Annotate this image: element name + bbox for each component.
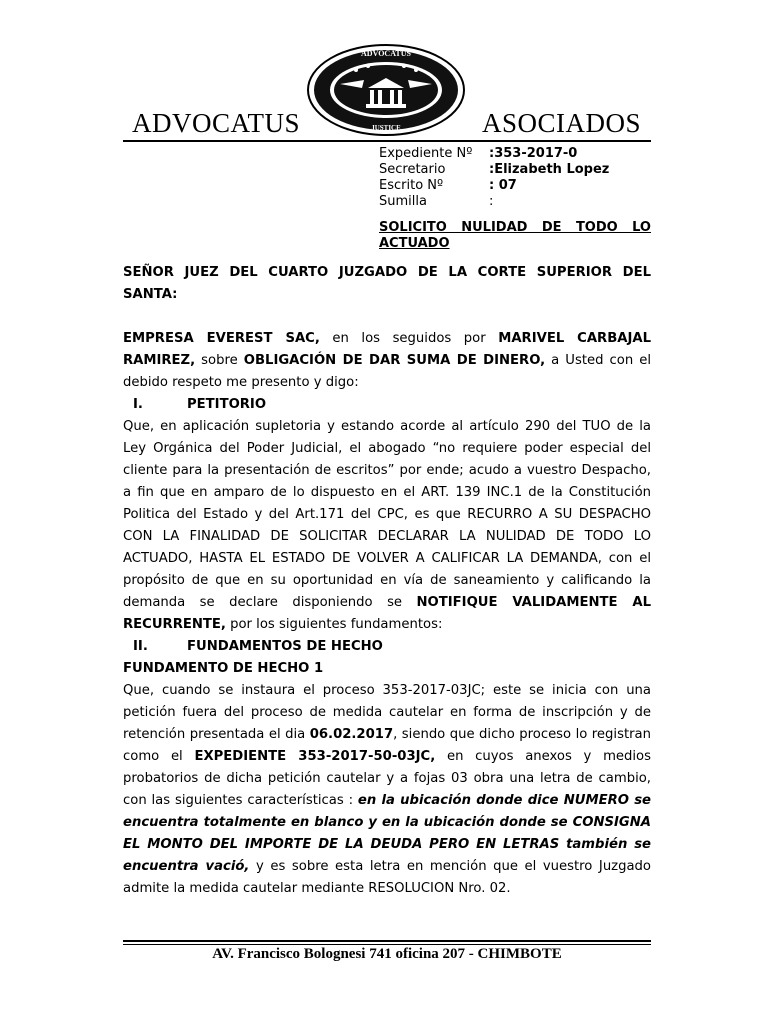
expediente-label: Expediente Nº xyxy=(379,146,473,161)
section-heading-fundamentos xyxy=(123,636,651,658)
fundamento-emphasis: en la ubicación donde dice NUMERO se encuentra totalmente en blanco y en la ubicación donde se CONSIGNA EL MONTO DEL IMPORTE DE LA DEUDA PERO EN LETRAS también se encuentra vació, xyxy=(123,793,651,874)
case-metadata xyxy=(379,146,609,210)
section-number: II. xyxy=(133,639,148,654)
petitorio-bold: NOTIFIQUE VALIDAMENTE AL RECURRENTE, xyxy=(123,595,651,632)
section-title: PETITORIO xyxy=(187,397,267,412)
intro-text-2: sobre xyxy=(195,353,244,368)
firm-logo xyxy=(306,44,466,136)
expediente-value: :353-2017-0 xyxy=(489,146,578,161)
fundamento-text-2: , siendo que dicho proceso lo registran como el xyxy=(123,727,651,764)
section-title: FUNDAMENTOS DE HECHO xyxy=(187,639,383,654)
secretario-value: :Elizabeth Lopez xyxy=(489,162,610,177)
fundamento-text-4: y es sobre esta letra en mención que el vuestro Juzgado admite la medida cautelar mediante RESOLUCION Nro. 02. xyxy=(123,859,651,896)
section-number: I. xyxy=(133,397,143,412)
sumilla-text: SOLICITO NULIDAD DE TODO LO ACTUADO xyxy=(379,220,651,251)
document-body xyxy=(123,262,651,900)
logo-top-text: ADVOCATUS xyxy=(361,49,411,58)
company-name: EMPRESA EVEREST SAC, xyxy=(123,331,320,346)
sumilla-value: : xyxy=(489,194,494,209)
plaintiff-name: MARIVEL CARBAJAL RAMIREZ, xyxy=(123,331,651,368)
fundamento-text-3: en cuyos anexos y medios probatorios de dicha petición cautelar y a fojas 03 obra una letra de cambio, con las siguientes características : xyxy=(123,749,651,808)
intro-paragraph xyxy=(123,328,651,394)
footer-address: AV. Francisco Bolognesi 741 oficina 207 - CHIMBOTE xyxy=(212,946,562,962)
fundamento-expediente: EXPEDIENTE 353-2017-50-03JC, xyxy=(194,749,436,764)
intro-text-1: en los seguidos por xyxy=(319,331,499,346)
header-rule xyxy=(123,140,651,142)
judge-address: SEÑOR JUEZ DEL CUARTO JUZGADO DE LA CORTE SUPERIOR DEL SANTA: xyxy=(123,265,651,302)
footer-rule-bottom xyxy=(123,944,651,945)
logo-bottom-text: JUSTICE xyxy=(371,124,401,132)
fundamento-date: 06.02.2017 xyxy=(309,727,394,742)
sumilla-label: Sumilla xyxy=(379,194,427,209)
petitorio-paragraph xyxy=(123,416,651,636)
fundamento-1-paragraph xyxy=(123,680,651,900)
firm-name-right: ASOCIADOS xyxy=(482,108,642,138)
escrito-value: : 07 xyxy=(489,178,517,193)
petitorio-text-2: por los siguientes fundamentos: xyxy=(225,617,443,632)
firm-name-left: ADVOCATUS xyxy=(132,108,301,138)
footer-rule-top xyxy=(123,940,651,942)
secretario-label: Secretario xyxy=(379,162,446,177)
section-heading-petitorio xyxy=(123,394,651,416)
intro-text-3: a Usted con el debido respeto me presento y digo: xyxy=(123,353,651,390)
case-matter: OBLIGACIÓN DE DAR SUMA DE DINERO, xyxy=(243,353,546,368)
escrito-label: Escrito Nº xyxy=(379,178,444,193)
fundamento-1-title: FUNDAMENTO DE HECHO 1 xyxy=(123,661,324,676)
fundamento-text-1: Que, cuando se instaura el proceso 353-2017-03JC; este se inicia con una petición fuera del proceso de medida cautelar en forma de inscripción y de retención presentada el dia xyxy=(123,683,651,742)
petitorio-text-1: Que, en aplicación supletoria y estando acorde al artículo 290 del TUO de la Ley Orgánica del Poder Judicial, el abogado “no requiere poder especial del cliente para la presentación de escritos” por ende; acudo a vuestro Despacho, a fin que en amparo de lo dispuesto en el ART. 139 INC.1 de la Constitución Politica del Estado y del Art.171 del CPC, es que RECURRO A SU DESPACHO CON LA FINALIDAD DE SOLICITAR DECLARAR LA NULIDAD DE TODO LO ACTUADO, HASTA EL ESTADO DE VOLVER A CALIFICAR LA DEMANDA, con el propósito de que en su oportunidad en vía de saneamiento y calificando la demanda se declare disponiendo se xyxy=(123,419,651,610)
